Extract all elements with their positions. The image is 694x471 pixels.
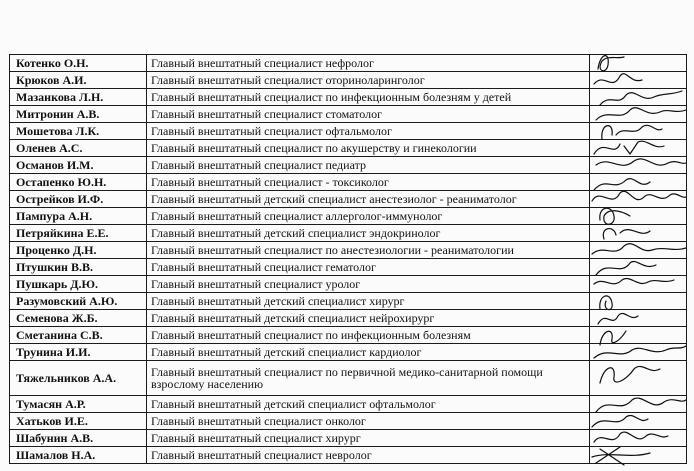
specialist-name: Пампура А.Н.	[10, 208, 147, 225]
specialist-position: Главный внештатный детский специалист хирург	[147, 293, 590, 310]
table-row	[10, 208, 687, 225]
specialist-name: Мазанкова Л.Н.	[10, 89, 147, 106]
specialist-position: Главный внештатный специалист педиатр	[147, 157, 590, 174]
table-row	[10, 55, 687, 72]
table-row	[10, 413, 687, 430]
table-row	[10, 430, 687, 447]
table-row	[10, 276, 687, 293]
specialist-name: Шабунин А.В.	[10, 430, 147, 447]
handwritten-signature	[590, 441, 686, 471]
table-row	[10, 259, 687, 276]
specialist-position: Главный внештатный специалист невролог	[147, 447, 590, 464]
table-row	[10, 225, 687, 242]
table-row	[10, 327, 687, 344]
specialist-position: Главный внештатный детский специалист офтальмолог	[147, 396, 590, 413]
table-row	[10, 174, 687, 191]
specialist-name: Сметанина С.В.	[10, 327, 147, 344]
specialist-position: Главный внештатный специалист - токсиколог	[147, 174, 590, 191]
specialist-name: Османов И.М.	[10, 157, 147, 174]
specialists-table-body	[10, 55, 687, 464]
table-row	[10, 396, 687, 413]
specialist-name: Мошетова Л.К.	[10, 123, 147, 140]
specialist-name: Хатьков И.Е.	[10, 413, 147, 430]
table-row	[10, 89, 687, 106]
specialist-position: Главный внештатный специалист по инфекционным болезням у детей	[147, 89, 590, 106]
specialist-position: Главный внештатный специалист по анестезиологии - реаниматологии	[147, 242, 590, 259]
specialist-name: Тяжельников А.А.	[10, 361, 147, 396]
specialist-name: Митронин А.В.	[10, 106, 147, 123]
specialist-position: Главный внештатный специалист по первичной медико-санитарной помощи взрослому населению	[147, 361, 590, 396]
specialist-name: Острейков И.Ф.	[10, 191, 147, 208]
table-row	[10, 106, 687, 123]
specialist-name: Остапенко Ю.Н.	[10, 174, 147, 191]
table-row	[10, 293, 687, 310]
specialist-position: Главный внештатный детский специалист нейрохирург	[147, 310, 590, 327]
specialist-position: Главный внештатный специалист нефролог	[147, 55, 590, 72]
specialist-position: Главный внештатный специалист по инфекционным болезням	[147, 327, 590, 344]
specialist-name: Шамалов Н.А.	[10, 447, 147, 464]
specialist-name: Тумасян А.Р.	[10, 396, 147, 413]
specialist-name: Семенова Ж.Б.	[10, 310, 147, 327]
specialist-position: Главный внештатный специалист гематолог	[147, 259, 590, 276]
specialists-table	[9, 54, 687, 464]
table-row	[10, 310, 687, 327]
specialist-position: Главный внештатный специалист офтальмолог	[147, 123, 590, 140]
specialist-position: Главный внештатный специалист онколог	[147, 413, 590, 430]
specialist-position: Главный внештатный детский специалист кардиолог	[147, 344, 590, 361]
table-row	[10, 447, 687, 464]
specialist-position: Главный внештатный специалист хирург	[147, 430, 590, 447]
specialist-position: Главный внештатный специалист аллерголог-иммунолог	[147, 208, 590, 225]
table-row	[10, 157, 687, 174]
specialist-name: Котенко О.Н.	[10, 55, 147, 72]
specialist-name: Петряйкина Е.Е.	[10, 225, 147, 242]
specialist-name: Пушкарь Д.Ю.	[10, 276, 147, 293]
specialist-position: Главный внештатный детский специалист эндокринолог	[147, 225, 590, 242]
specialist-name: Крюков А.И.	[10, 72, 147, 89]
specialist-position: Главный внештатный детский специалист анестезиолог - реаниматолог	[147, 191, 590, 208]
table-row	[10, 123, 687, 140]
specialist-position: Главный внештатный специалист по акушерству и гинекологии	[147, 140, 590, 157]
specialist-position: Главный внештатный специалист уролог	[147, 276, 590, 293]
table-row	[10, 361, 687, 396]
specialist-name: Птушкин В.В.	[10, 259, 147, 276]
table-row	[10, 140, 687, 157]
specialist-name: Проценко Д.Н.	[10, 242, 147, 259]
specialist-position: Главный внештатный специалист стоматолог	[147, 106, 590, 123]
table-row	[10, 344, 687, 361]
table-row	[10, 191, 687, 208]
table-row	[10, 72, 687, 89]
specialist-name: Трунина И.И.	[10, 344, 147, 361]
handwritten-signature	[590, 355, 686, 385]
table-row	[10, 242, 687, 259]
signature-cell	[590, 447, 687, 464]
specialist-position: Главный внештатный специалист оториноларинголог	[147, 72, 590, 89]
specialist-name: Оленев А.С.	[10, 140, 147, 157]
specialist-name: Разумовский А.Ю.	[10, 293, 147, 310]
